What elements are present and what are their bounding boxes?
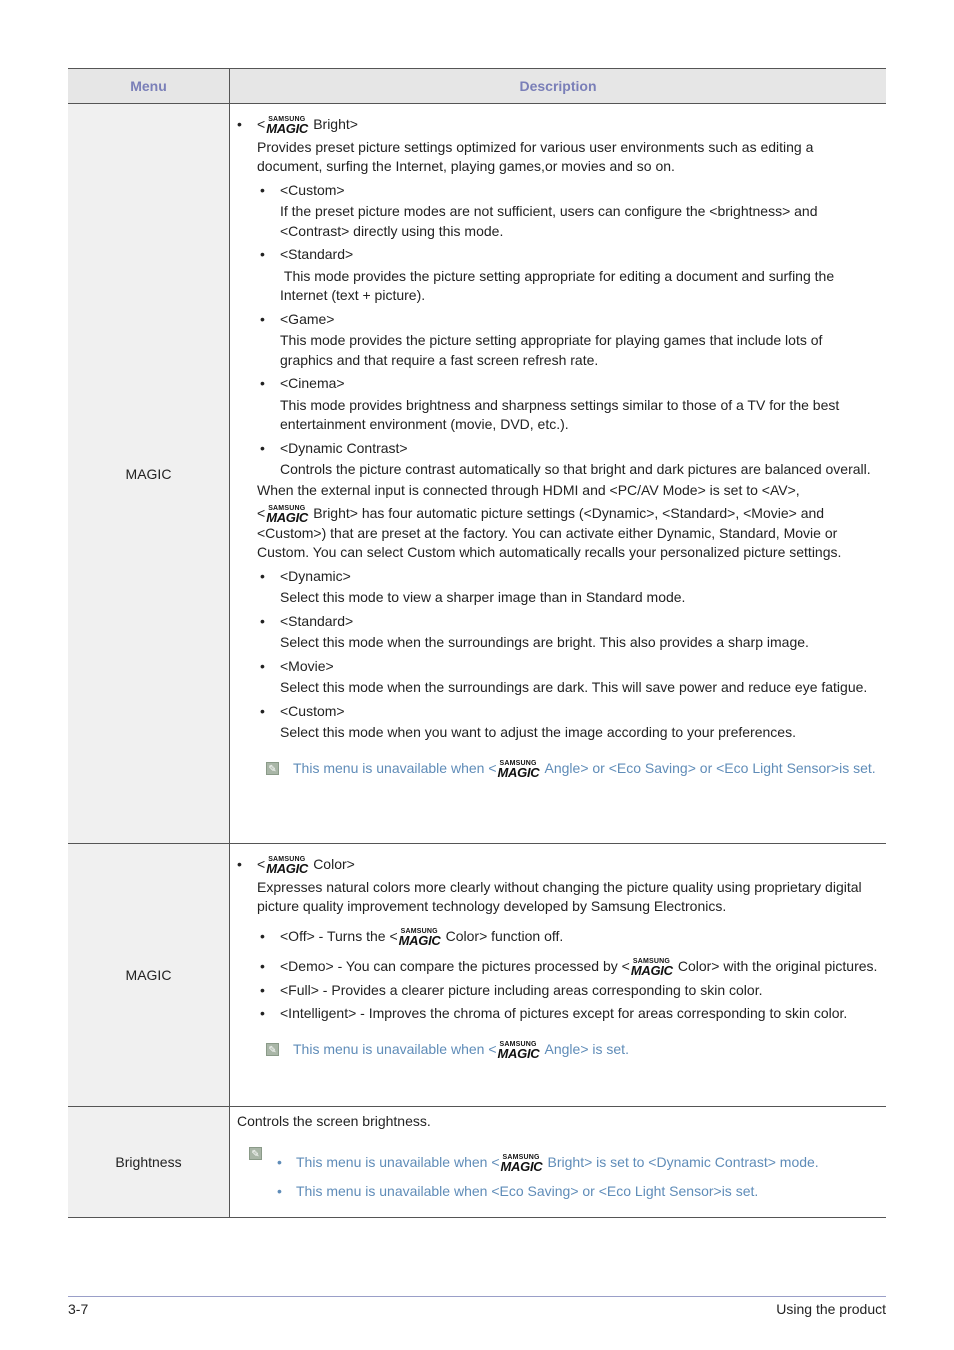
mode-title: <Game> [280,310,335,327]
table-header-row [68,69,886,104]
samsung-magic-logo: SAMSUNG MAGIC [500,1153,543,1174]
mode-title: <Standard> [280,246,354,262]
description-cell-magic-color [230,844,887,1107]
hdmi-paragraph: < SAMSUNG MAGIC Bright> has four automatic picture settings (<Dynamic>, <Standard>, <Movie> and <Custom>) that are preset at the factory. You can activate either Dynamic, Standard, Movie or Custom. You can select Custom which automatically recalls your personalized picture settings. [257,505,842,560]
color-demo: • <Demo> - You can compare the pictures processed by < SAMSUNG MAGIC Color> with the original pictures. [260,958,878,978]
color-off: • <Off> - Turns the < SAMSUNG MAGIC Color> function off. [260,927,564,948]
footer-divider [68,1296,886,1297]
color-full: • <Full> - Provides a clearer picture including areas corresponding to skin color. [260,981,763,998]
av-mode-movie: • <Movie> Select this mode when the surroundings are dark. This will save power and reduce eye fatigue. [234,657,878,698]
note-icon: ✎ [249,1147,262,1160]
mode-text: Controls the picture contrast automatically so that bright and dark pictures are balanced overall. [280,461,871,477]
mode-standard: • <Standard> This mode provides the picture setting appropriate for editing a document and surfing the Internet (text + picture). [234,245,878,306]
samsung-magic-logo: SAMSUNG MAGIC [630,958,673,978]
menu-cell-magic-bright: MAGIC [68,104,230,844]
magic-bright-item: • < SAMSUNG MAGIC Bright> [237,116,358,136]
mode-text: Select this mode when the surroundings are dark. This will save power and reduce eye fatigue. [280,679,868,695]
av-mode-dynamic: • <Dynamic> Select this mode to view a sharper image than in Standard mode. [234,567,878,608]
page-number: 3-7 [68,1301,89,1317]
table-row-brightness [68,1107,886,1218]
description-column-header: Description [230,69,887,104]
settings-table [68,68,886,1218]
color-intelligent: • <Intelligent> - Improves the chroma of pictures except for areas corresponding to skin color. [260,1005,848,1021]
mode-cinema: • <Cinema> This mode provides brightness and sharpness settings similar to those of a TV for the best entertainment environment (movie, DVD, etc.). [234,374,878,435]
note-magic-bright: ✎ This menu is unavailable when < SAMSUNG MAGIC Angle> or <Eco Saving> or <Eco Light Sensor>is set. [234,759,878,779]
bullet: • [237,116,242,132]
note-brightness-2: • This menu is unavailable when <Eco Saving> or <Eco Light Sensor>is set. [277,1183,759,1199]
mode-title: <Movie> [280,657,334,674]
note-brightness-1: ✎ • This menu is unavailable when < SAMSUNG MAGIC Bright> is set to <Dynamic Contrast> mode. [237,1153,878,1173]
menu-cell-magic-color: MAGIC [68,844,230,1107]
samsung-magic-logo: SAMSUNG MAGIC [398,927,441,948]
note-magic-color: ✎ This menu is unavailable when < SAMSUNG MAGIC Angle> is set. [234,1040,878,1060]
mode-custom: • <Custom> If the preset picture modes are not sufficient, users can configure the <brightness> and <Contrast> directly using this mode. [234,181,878,242]
hdmi-line: When the external input is connected through HDMI and <PC/AV Mode> is set to <AV>, [257,481,800,498]
brightness-intro: Controls the screen brightness. [237,1113,431,1129]
table-row-magic-bright [68,104,886,844]
mode-text: Select this mode to view a sharper image than in Standard mode. [280,589,686,605]
section-title: Using the product [776,1301,886,1317]
mode-dynamic-contrast: • <Dynamic Contrast> Controls the picture contrast automatically so that bright and dark pictures are balanced overall. [234,439,878,480]
mode-title: <Custom> [280,181,345,198]
note-icon: ✎ [266,762,279,775]
samsung-magic-logo: SAMSUNG MAGIC [266,505,309,525]
samsung-magic-logo: SAMSUNG MAGIC [497,1040,540,1061]
mode-text: Select this mode when you want to adjust the image according to your preferences. [280,724,796,740]
mode-title: <Dynamic Contrast> [280,439,408,456]
mode-title: <Custom> [280,702,345,719]
samsung-magic-logo: SAMSUNG MAGIC [266,116,309,136]
description-cell-magic-bright [230,104,887,844]
mode-title: <Dynamic> [280,567,351,584]
mode-text: This mode provides brightness and sharpness settings similar to those of a TV for the best entertainment environment (movie, DVD, etc.). [280,396,840,432]
menu-cell-brightness: Brightness [68,1107,230,1218]
description-cell-brightness [230,1107,887,1218]
mode-text: This mode provides the picture setting appropriate for editing a document and surfing the Internet (text + picture). [280,267,838,303]
mode-text: Select this mode when the surroundings are bright. This also provides a sharp image. [280,634,809,650]
samsung-magic-logo: SAMSUNG MAGIC [266,856,309,876]
mode-text: If the preset picture modes are not sufficient, users can configure the <brightness> and <Contrast> directly using this mode. [280,203,818,239]
mode-game: • <Game> This mode provides the picture setting appropriate for playing games that include lots of graphics and that require a fast screen refresh rate. [234,310,878,371]
menu-column-header: Menu [68,69,230,104]
table-row-magic-color [68,844,886,1107]
av-mode-standard: • <Standard> Select this mode when the surroundings are bright. This also provides a sharp image. [234,612,878,653]
magic-color-intro: Expresses natural colors more clearly without changing the picture quality using proprietary digital picture quality improvement technology developed by Samsung Electronics. [257,878,862,914]
samsung-magic-logo: SAMSUNG MAGIC [497,759,540,780]
av-mode-custom: • <Custom> Select this mode when you want to adjust the image according to your preferences. [234,702,878,743]
mode-title: <Cinema> [280,375,345,391]
mode-title: <Standard> [280,612,354,629]
mode-text: This mode provides the picture setting appropriate for playing games that include lots of graphics and that require a fast screen refresh rate. [280,332,823,368]
magic-bright-intro: Provides preset picture settings optimized for various user environments such as editing a document, surfing the Internet, playing games,or movies and so on. [257,138,814,174]
magic-color-item: • < SAMSUNG MAGIC Color> [237,856,355,876]
note-icon: ✎ [266,1043,279,1056]
